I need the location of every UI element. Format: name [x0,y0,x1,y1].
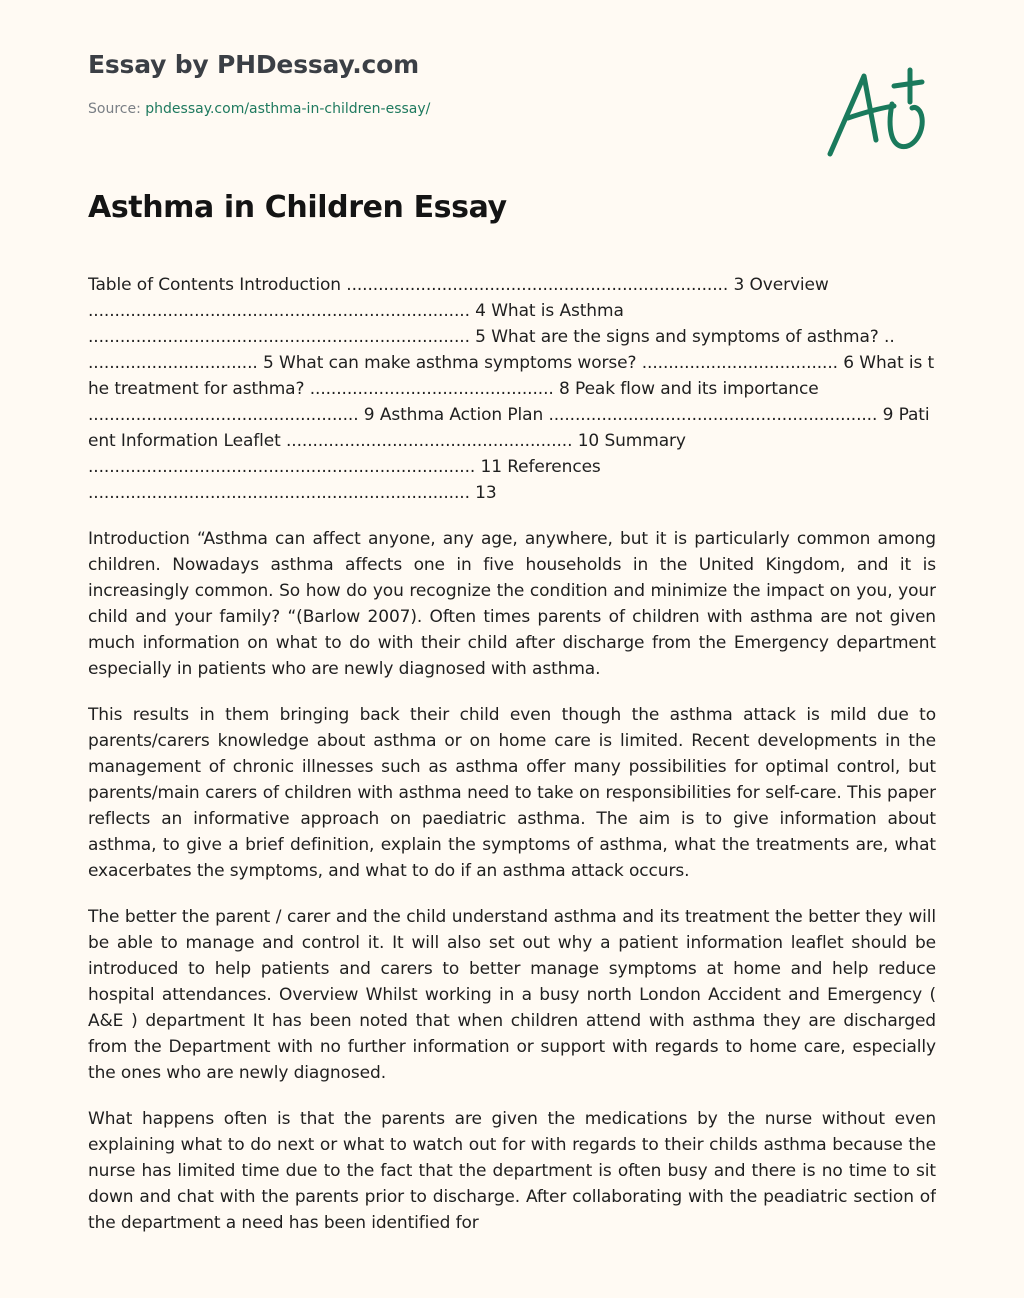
table-of-contents: Table of Contents Introduction ........................................................................ 3 Overview ........................................................................ 4 What is Asthma ........................................................................ 5 What are the signs and symptoms of asthma? .. ................................ 5 What can make asthma symptoms worse? ..................................... 6 What is the treatment for asthma? .............................................. 8 Peak flow and its importance ................................................... 9 Asthma Action Plan .............................................................. 9 Patient Information Leaflet ...................................................... 10 Summary ......................................................................... 11 References ........................................................................ 13 [88,275,935,503]
document-title: Asthma in Children Essay [88,190,507,225]
paragraph: This results in them bringing back their child even though the asthma attack is mild due to parents/carers knowledge about asthma or on home care is limited. Recent developments in the management of chronic illnesses such as asthma offer many possibilities for optimal control, but parents/main carers of children with asthma need to take on responsibilities for self-care. This paper reflects an informative approach on paediatric asthma. The aim is to give information about asthma, to give a brief definition, explain the symptoms of asthma, what the treatments are, what exacerbates the symptoms, and what to do if an asthma attack occurs. [88,705,936,881]
a-plus-logo-graphic [824,62,934,162]
source-label: Source: [88,101,146,117]
essay-body [88,272,936,1251]
a-plus-grade-icon [824,62,934,162]
paragraph-introduction: Introduction “Asthma can affect anyone, any age, anywhere, but it is particularly common among children. Nowadays asthma affects one in five households in the United Kingdom, and it is increasingly common. So how do you recognize the condition and minimize the impact on you, your child and your family? “(Barlow 2007). Often times parents of children with asthma are not given much information on what to do with their child after discharge from the Emergency department especially in patients who are newly diagnosed with asthma. [88,529,936,679]
paragraph: What happens often is that the parents are given the medications by the nurse without even explaining what to do next or what to watch out for with regards to their childs asthma because the nurse has limited time due to the fact that the department is often busy and there is no time to sit down and chat with the parents prior to discharge. After collaborating with the peadiatric section of the department a need has been identified for [88,1109,936,1233]
source-line [88,101,430,117]
site-title: Essay by PHDessay.com [88,50,419,79]
source-link[interactable]: phdessay.com/asthma-in-children-essay/ [145,101,431,117]
paragraph: The better the parent / carer and the child understand asthma and its treatment the better they will be able to manage and control it. It will also set out why a patient information leaflet should be introduced to help patients and carers to better manage symptoms at home and help reduce hospital attendances. Overview Whilst working in a busy north London Accident and Emergency ( A&E ) department It has been noted that when children attend with asthma they are discharged from the Department with no further information or support with regards to home care, especially the ones who are newly diagnosed. [88,907,936,1083]
